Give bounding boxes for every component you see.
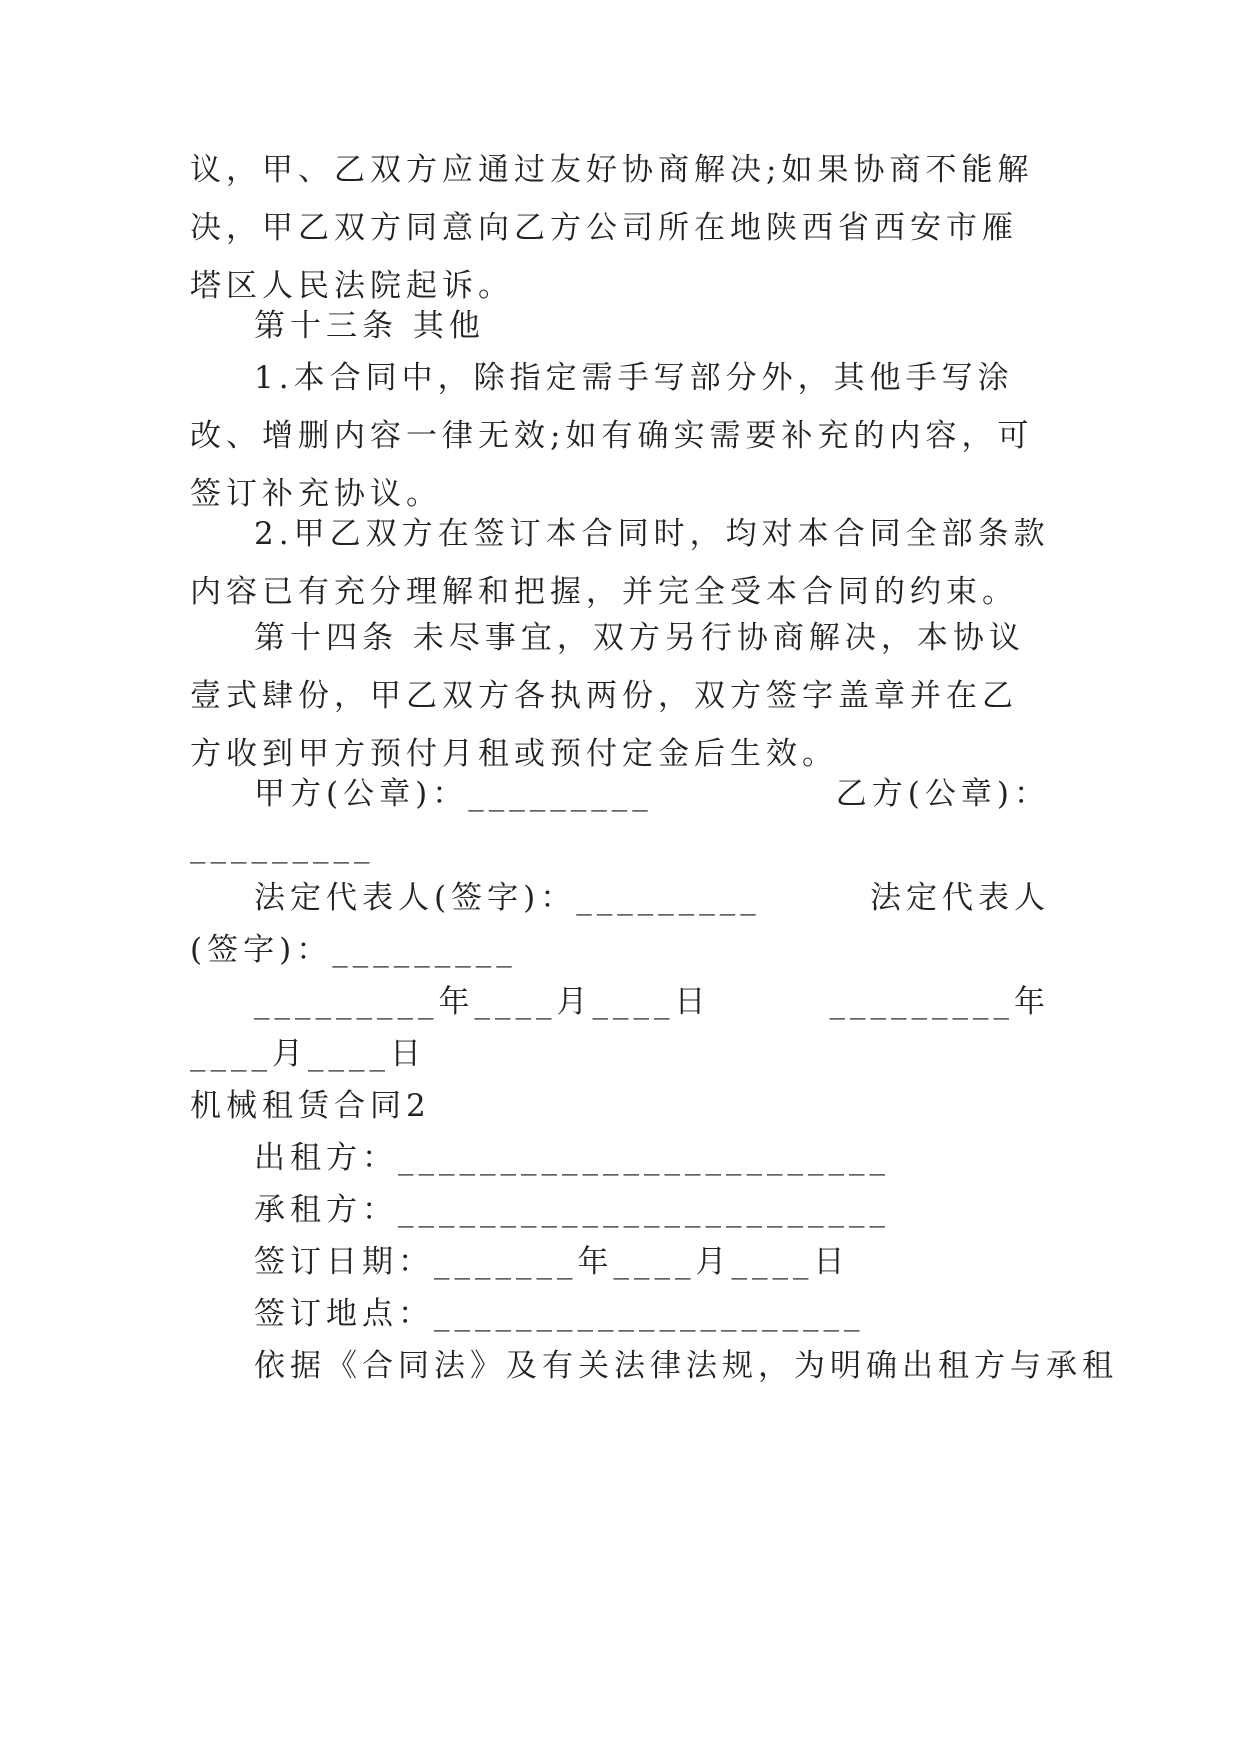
seal-line bbox=[190, 765, 1050, 823]
party-b-representative-signature: (签字)：_________ bbox=[190, 932, 517, 968]
party-a-representative: 法定代表人(签字)：_________ bbox=[254, 880, 761, 916]
article-13-title: 第十三条 其他 bbox=[254, 308, 485, 344]
article-14: 第十四条 未尽事宜，双方另行协商解决，本协议壹式肆份，甲乙双方各执两份，双方签字盖章并在乙方收到甲方预付月租或预付定金后生效。 bbox=[190, 620, 1025, 772]
date-line bbox=[190, 973, 1050, 1031]
party-b-representative: 法定代表人 bbox=[870, 880, 1050, 916]
article-13-item-2: 2.甲乙双方在签订本合同时，均对本合同全部条款内容已有充分理解和把握，并完全受本合同的约束。 bbox=[190, 516, 1050, 610]
party-b-date-continued: ____月____日 bbox=[190, 1036, 426, 1072]
contract-2-title: 机械租赁合同2 bbox=[190, 1088, 431, 1124]
sign-place-field: 签订地点：_____________________ bbox=[254, 1296, 865, 1332]
contract-2-intro: 依据《合同法》及有关法律法规，为明确出租方与承租 bbox=[254, 1348, 1118, 1384]
party-b-seal: 乙方(公章)： bbox=[835, 776, 1050, 812]
sign-date-field: 签订日期：_______年____月____日 bbox=[254, 1244, 850, 1280]
party-b-seal-blank: _________ bbox=[190, 828, 375, 864]
paragraph-dispute-resolution: 议，甲、乙双方应通过友好协商解决;如果协商不能解决，甲乙双方同意向乙方公司所在地陕西省西安市雁塔区人民法院起诉。 bbox=[190, 152, 1034, 304]
party-a-date: _________年____月____日 bbox=[254, 984, 711, 1020]
article-13-item-1: 1.本合同中，除指定需手写部分外，其他手写涂改、增删内容一律无效;如有确实需要补充的内容，可签订补充协议。 bbox=[190, 360, 1034, 512]
lessor-field: 出租方：________________________ bbox=[254, 1140, 890, 1176]
representative-line bbox=[190, 869, 1050, 927]
party-b-date: _________年 bbox=[829, 984, 1050, 1020]
lessee-field: 承租方：________________________ bbox=[254, 1192, 890, 1228]
party-a-seal: 甲方(公章)：_________ bbox=[254, 776, 653, 812]
